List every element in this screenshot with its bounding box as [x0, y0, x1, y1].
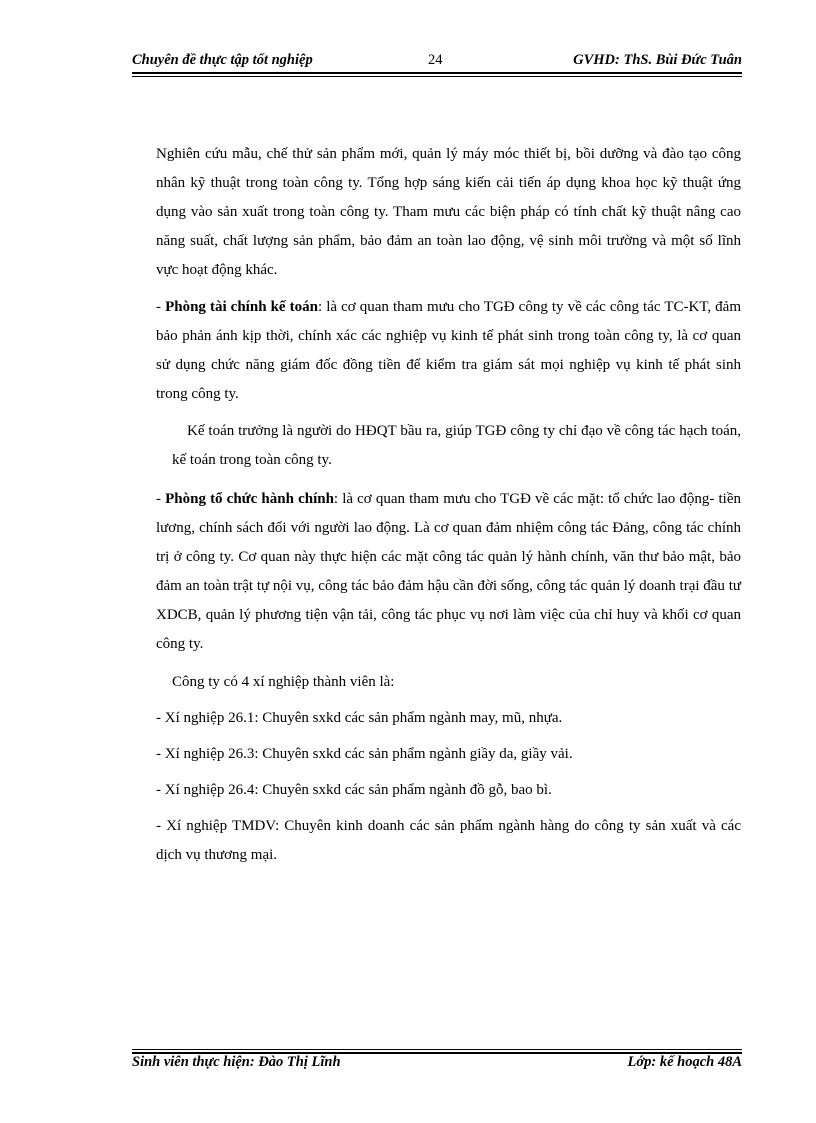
paragraph-finance: [156, 293, 741, 409]
paragraph-chief-accountant: Kế toán trưởng là người do HĐQT bầu ra, giúp TGĐ công ty chỉ đạo về công tác hạch toán, kế toán trong toàn công ty.: [172, 423, 741, 468]
footer-class: Lớp: kế hoạch 48A: [627, 1054, 742, 1070]
page-footer: [132, 1054, 742, 1074]
admin-text: : là cơ quan tham mưu cho TGĐ về các mặt: tổ chức lao động- tiền lương, chính sách đối với người lao động. Là cơ quan đảm nhiệm công tác Đảng, công tác chính trị ở công ty. Cơ quan này thực hiện các mặt công tác quản lý hành chính, văn thư bảo mật, bảo đảm an toàn trật tự nội vụ, công tác bảo đảm hậu cần đời sống, công tác quản lý doanh trại đầu tư XDCB, quản lý phương tiện vận tải, công tác phục vụ nơi làm việc của chỉ huy và khối cơ quan công ty.: [156, 491, 741, 652]
paragraph-admin: [156, 485, 741, 659]
list-item-enterprise-263: - Xí nghiệp 26.3: Chuyên sxkd các sản phẩm ngành giầy da, giầy vải.: [156, 746, 573, 762]
paragraph-company-intro: Công ty có 4 xí nghiệp thành viên là:: [172, 674, 395, 690]
page-number: 24: [428, 52, 443, 68]
header-advisor: GVHD: ThS. Bùi Đức Tuân: [573, 52, 742, 68]
footer-rule-thin: [132, 1049, 742, 1050]
header-rule-thick: [132, 72, 742, 74]
document-body: [156, 140, 741, 877]
admin-label: Phòng tổ chức hành chính: [165, 491, 334, 507]
list-item-enterprise-264: - Xí nghiệp 26.4: Chuyên sxkd các sản phẩm ngành đồ gỗ, bao bì.: [156, 782, 552, 798]
page-header: [132, 52, 742, 72]
header-rule-thin: [132, 76, 742, 77]
list-item-enterprise-tmdv: - Xí nghiệp TMDV: Chuyên kinh doanh các sản phẩm ngành hàng do công ty sản xuất và các dịch vụ thương mại.: [156, 818, 741, 863]
header-title: Chuyên đề thực tập tốt nghiệp: [132, 52, 313, 68]
footer-student: Sinh viên thực hiện: Đào Thị Lĩnh: [132, 1054, 341, 1070]
finance-label: Phòng tài chính kế toán: [165, 299, 318, 315]
finance-text: : là cơ quan tham mưu cho TGĐ công ty về các công tác TC-KT, đảm bảo phản ánh kịp thời, chính xác các nghiệp vụ kinh tế phát sinh trong toàn công ty, là cơ quan sử dụng chức năng giám đốc đồng tiền để kiểm tra giám sát mọi nghiệp vụ kinh tế phát sinh trong công ty.: [156, 299, 741, 402]
admin-dash: -: [156, 491, 166, 507]
finance-dash: -: [156, 299, 166, 315]
list-item-enterprise-261: - Xí nghiệp 26.1: Chuyên sxkd các sản phẩm ngành may, mũ, nhựa.: [156, 710, 563, 726]
paragraph-technical: Nghiên cứu mẫu, chế thử sản phẩm mới, quản lý máy móc thiết bị, bồi dưỡng và đào tạo công nhân kỹ thuật trong toàn công ty. Tổng hợp sáng kiến cải tiến áp dụng khoa học kỹ thuật ứng dụng vào sản xuất trong toàn công ty. Tham mưu các biện pháp có tính chất kỹ thuật nâng cao năng suất, chất lượng sản phẩm, bảo đảm an toàn lao động, vệ sinh môi trường và một số lĩnh vực hoạt động khác.: [156, 146, 741, 278]
